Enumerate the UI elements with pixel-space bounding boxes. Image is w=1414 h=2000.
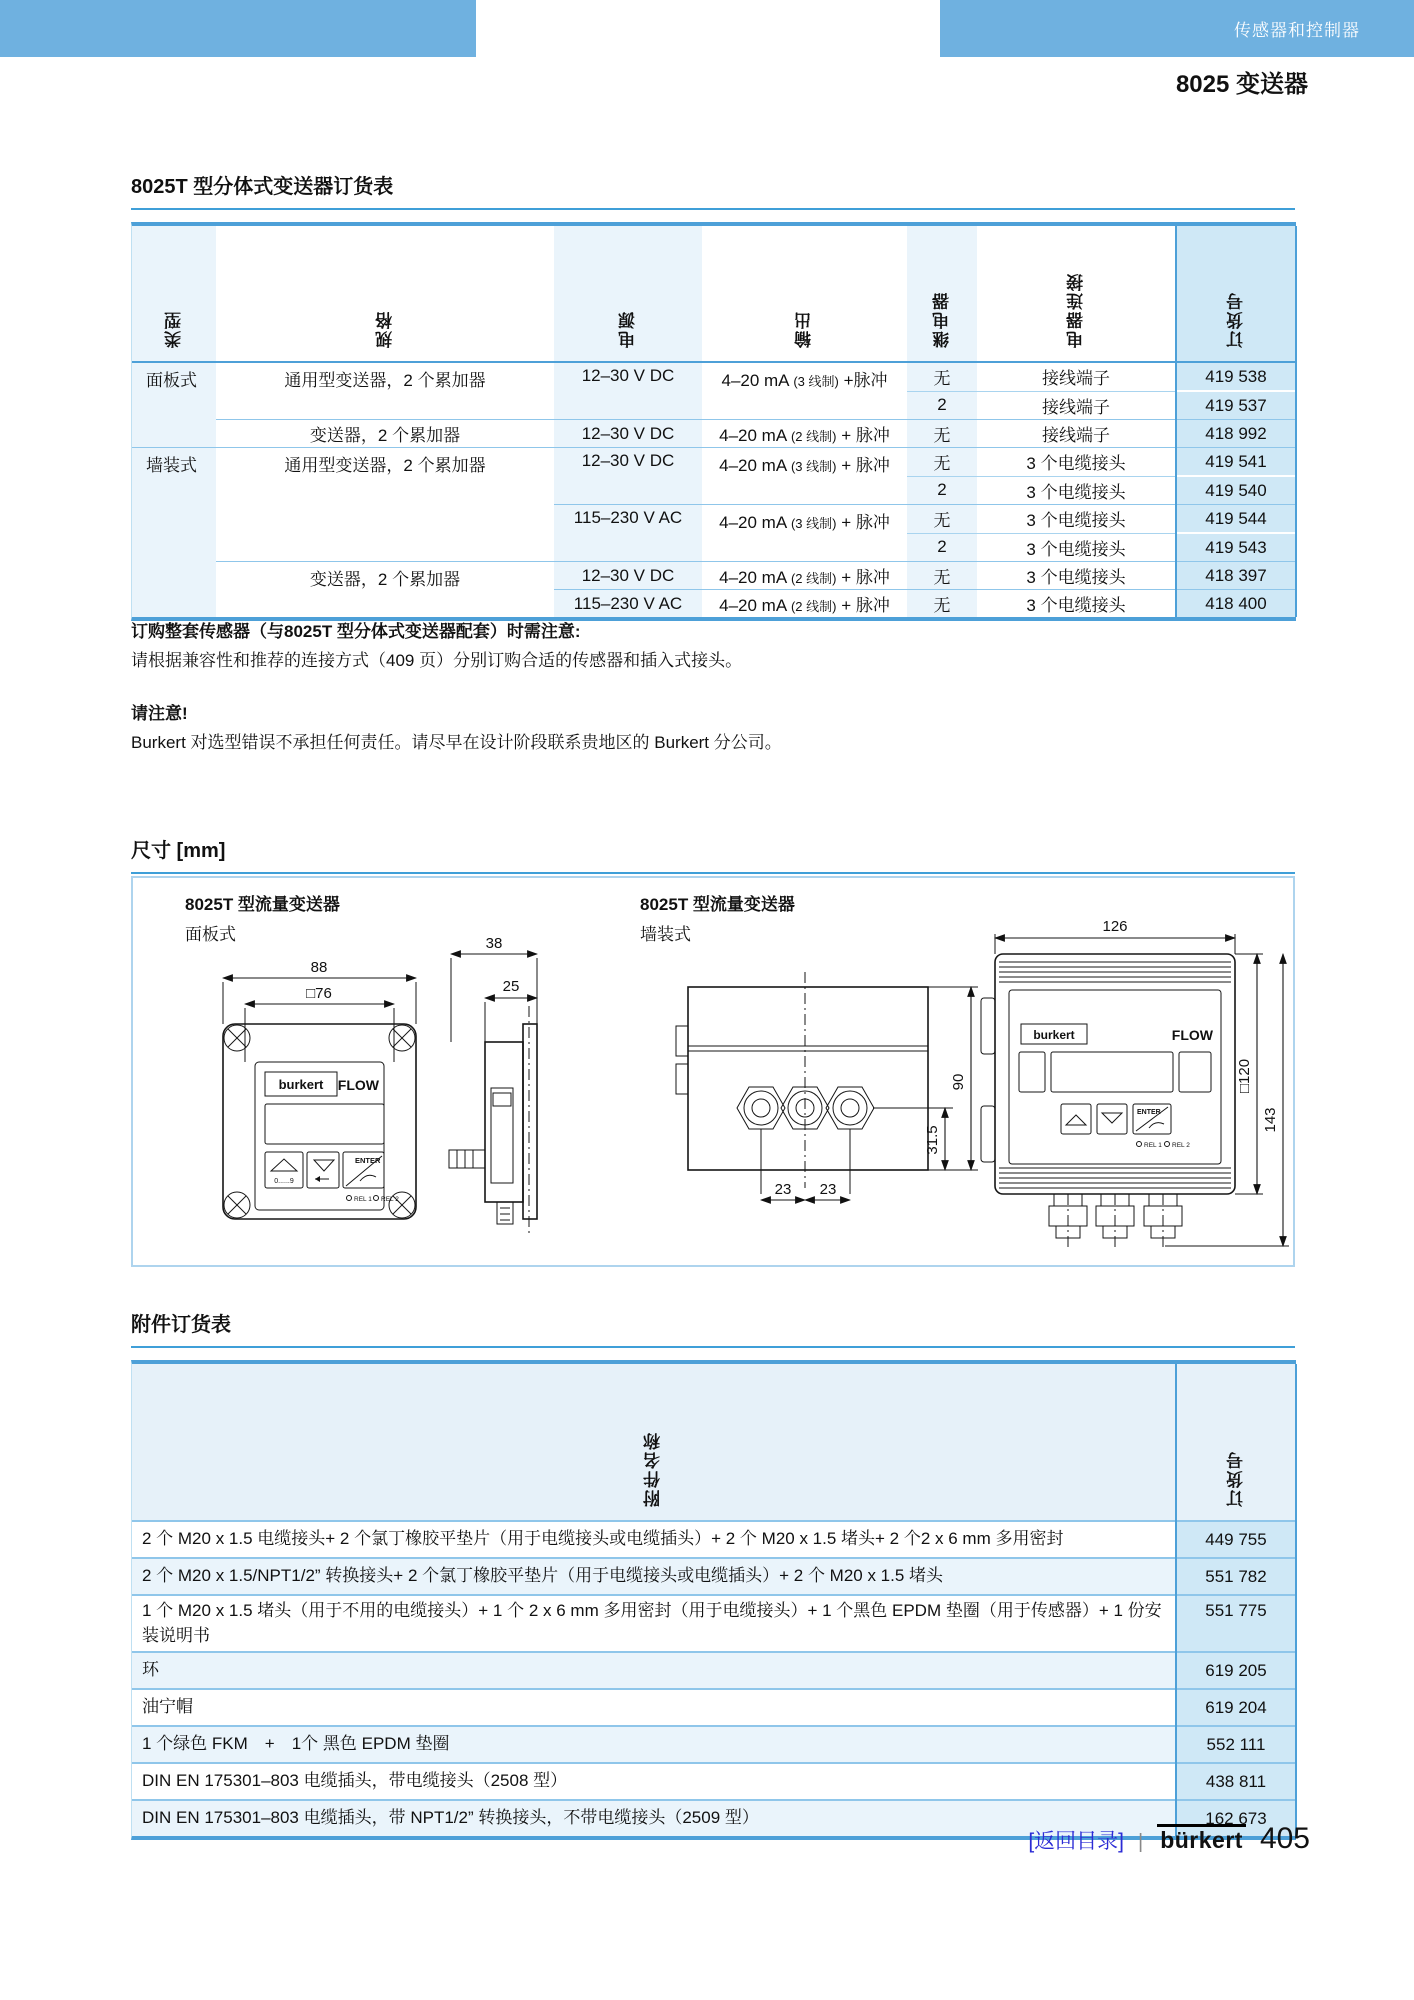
hand-icon bbox=[1149, 1123, 1164, 1128]
col-header-type: 类型 bbox=[164, 310, 184, 348]
col-header-spec: 规格 bbox=[375, 310, 395, 348]
cell-accessory-name: DIN EN 175301–803 电缆插头，带 NPT1/2” 转换接头，不带电缆接头（2509 型） bbox=[132, 1800, 1176, 1836]
cell-spec: 变送器，2 个累加器 bbox=[216, 420, 554, 448]
cell-order-number: 552 111 bbox=[1176, 1726, 1296, 1763]
panel-dim-depth: 38 bbox=[485, 935, 503, 952]
cell-order-number: 551 775 bbox=[1176, 1595, 1296, 1652]
cell-type: 面板式 bbox=[132, 362, 216, 448]
cell-output: 4–20 mA (2 线制) + 脉冲 bbox=[702, 420, 907, 448]
notes bbox=[131, 618, 1295, 758]
wall-drawing-title: 8025T 型流量变送器 bbox=[640, 895, 795, 914]
note1-title: 订购整套传感器（与8025T 型分体式变送器配套）时需注意: bbox=[131, 622, 581, 641]
down-key-icon bbox=[1102, 1113, 1122, 1123]
wall-dim-gland: 31.5 bbox=[924, 1125, 941, 1155]
cell-power: 115–230 V AC bbox=[554, 590, 702, 618]
flow-label: FLOW bbox=[1171, 1027, 1213, 1043]
cell-spec: 变送器，2 个累加器 bbox=[216, 562, 554, 618]
cell-order-number: 419 541 bbox=[1176, 448, 1296, 477]
table-row bbox=[132, 1595, 1296, 1652]
cell-relay: 无 bbox=[907, 420, 977, 448]
digits-label: 0......9 bbox=[274, 1178, 294, 1185]
burkert-logo: bürkert bbox=[1157, 1824, 1246, 1854]
brand-logo: burkert bbox=[1033, 1028, 1075, 1042]
cable-gland-icon bbox=[1144, 1194, 1182, 1250]
col-header-order: 订货号 bbox=[1176, 1364, 1296, 1521]
cell-order-number: 551 782 bbox=[1176, 1558, 1296, 1595]
cell-order-number: 418 397 bbox=[1176, 562, 1296, 590]
rel1-label: REL 1 bbox=[354, 1196, 372, 1203]
cell-accessory-name: 油宁帽 bbox=[132, 1689, 1176, 1726]
cell-conn: 接线端子 bbox=[977, 362, 1176, 391]
cell-order-number: 162 673 bbox=[1176, 1800, 1296, 1836]
cell-type: 墙装式 bbox=[132, 448, 216, 618]
cell-order-number: 419 540 bbox=[1176, 476, 1296, 505]
cell-order-number: 419 543 bbox=[1176, 533, 1296, 562]
accessories-header-row bbox=[132, 1364, 1296, 1521]
cell-order-number: 419 544 bbox=[1176, 505, 1296, 534]
cell-accessory-name: 环 bbox=[132, 1652, 1176, 1689]
cell-relay: 2 bbox=[907, 391, 977, 420]
cell-conn: 3 个电缆接头 bbox=[977, 476, 1176, 505]
footer bbox=[1028, 1822, 1310, 1856]
screw-icon bbox=[224, 1192, 250, 1218]
cell-order-number: 418 400 bbox=[1176, 590, 1296, 618]
cell-accessory-name: 2 个 M20 x 1.5/NPT1/2” 转换接头+ 2 个氯丁橡胶平垫片（用于电缆接头或电缆插头）+ 2 个 M20 x 1.5 堵头 bbox=[132, 1558, 1176, 1595]
dimensions-heading: 尺寸 [mm] bbox=[131, 834, 1295, 874]
col-header-output: 输出 bbox=[795, 310, 814, 348]
wall-dim-square: □120 bbox=[1236, 1058, 1253, 1094]
cell-conn: 3 个电缆接头 bbox=[977, 533, 1176, 562]
cell-order-number: 449 755 bbox=[1176, 1521, 1296, 1558]
table-row bbox=[132, 1689, 1296, 1726]
cable-gland-icon bbox=[737, 1087, 785, 1194]
wall-front-view bbox=[981, 918, 1289, 1250]
accessories-heading: 附件订货表 bbox=[131, 1308, 1295, 1348]
up-key-icon bbox=[1066, 1115, 1086, 1125]
table-row bbox=[132, 420, 1296, 448]
wall-dim-width: 126 bbox=[1102, 918, 1128, 935]
cell-accessory-name: 2 个 M20 x 1.5 电缆接头+ 2 个氯丁橡胶平垫片（用于电缆接头或电缆插头）+ 2 个 M20 x 1.5 堵头+ 2 个2 x 6 mm 多用密封 bbox=[132, 1521, 1176, 1558]
cell-conn: 3 个电缆接头 bbox=[977, 505, 1176, 534]
cell-conn: 3 个电缆接头 bbox=[977, 562, 1176, 590]
cell-order-number: 619 205 bbox=[1176, 1652, 1296, 1689]
cell-accessory-name: 1 个 M20 x 1.5 堵头（用于不用的电缆接头）+ 1 个 2 x 6 mm 多用密封（用于电缆接头）+ 1 个黑色 EPDM 垫圈（用于传感器）+ 1 份安装说明书 bbox=[132, 1595, 1176, 1652]
panel-dim-inner: □76 bbox=[306, 985, 332, 1002]
cell-spec: 通用型变送器，2 个累加器 bbox=[216, 362, 554, 420]
cell-output: 4–20 mA (3 线制) + 脉冲 bbox=[702, 448, 907, 505]
cell-power: 115–230 V AC bbox=[554, 505, 702, 562]
table-row bbox=[132, 562, 1296, 590]
table-row bbox=[132, 1726, 1296, 1763]
cell-power: 12–30 V DC bbox=[554, 362, 702, 420]
wall-side-view bbox=[676, 972, 978, 1200]
table-row bbox=[132, 1652, 1296, 1689]
cell-power: 12–30 V DC bbox=[554, 420, 702, 448]
table-row bbox=[132, 448, 1296, 477]
col-header-conn: 电器连接 bbox=[1066, 272, 1086, 348]
wall-drawing-subtitle: 墙装式 bbox=[640, 925, 691, 944]
cell-relay: 2 bbox=[907, 476, 977, 505]
cell-order-number: 419 538 bbox=[1176, 362, 1296, 391]
footer-separator: | bbox=[1137, 1831, 1144, 1853]
back-to-toc-link[interactable]: [返回目录] bbox=[1028, 1830, 1124, 1853]
arrow-head-icon bbox=[315, 1176, 320, 1182]
wall-dim-pitch-right: 23 bbox=[819, 1181, 837, 1198]
screw-icon bbox=[224, 1025, 250, 1051]
brand-logo: burkert bbox=[278, 1077, 324, 1092]
top-bar-left bbox=[0, 0, 476, 57]
panel-dim-depth2: 25 bbox=[502, 978, 520, 995]
cell-order-number: 418 992 bbox=[1176, 420, 1296, 448]
table-row bbox=[132, 362, 1296, 391]
knob bbox=[449, 1150, 485, 1168]
cell-accessory-name: DIN EN 175301–803 电缆插头，带电缆接头（2508 型） bbox=[132, 1763, 1176, 1800]
page-title: 8025 变送器 bbox=[1175, 71, 1308, 98]
cell-relay: 无 bbox=[907, 505, 977, 534]
enter-key-label: ENTER bbox=[1137, 1109, 1161, 1116]
col-header-power: 电源 bbox=[618, 310, 638, 348]
flow-label: FLOW bbox=[337, 1077, 379, 1093]
enter-key-label: ENTER bbox=[355, 1156, 381, 1165]
order-table-heading: 8025T 型分体式变送器订货表 bbox=[131, 170, 1295, 210]
corner-tag: 传感器和控制器 bbox=[1234, 21, 1360, 40]
order-table-wrap bbox=[131, 222, 1296, 621]
connector bbox=[497, 1202, 513, 1224]
cell-output: 4–20 mA (3 线制) +脉冲 bbox=[702, 362, 907, 420]
cell-relay: 无 bbox=[907, 590, 977, 618]
panel-front-view bbox=[223, 959, 416, 1219]
cell-conn: 3 个电缆接头 bbox=[977, 590, 1176, 618]
page-number: 405 bbox=[1259, 1822, 1310, 1855]
cell-accessory-name: 1 个绿色 FKM + 1个 黑色 EPDM 垫圈 bbox=[132, 1726, 1176, 1763]
col-header-order: 订货号 bbox=[1176, 226, 1296, 362]
cell-relay: 无 bbox=[907, 362, 977, 391]
wall-dim-total: 143 bbox=[1262, 1107, 1279, 1133]
cell-output: 4–20 mA (3 线制) + 脉冲 bbox=[702, 505, 907, 562]
table-row bbox=[132, 1763, 1296, 1800]
cell-order-number: 438 811 bbox=[1176, 1763, 1296, 1800]
note1-body: 请根据兼容性和推荐的连接方式（409 页）分别订购合适的传感器和插入式接头。 bbox=[131, 650, 743, 670]
col-header-relay: 继电器 bbox=[932, 291, 952, 348]
accessories-table bbox=[132, 1364, 1297, 1836]
rel2-label: REL 2 bbox=[1172, 1142, 1190, 1149]
note2-body: Burkert 对选型错误不承担任何责任。请尽早在设计阶段联系贵地区的 Burkert 分公司。 bbox=[131, 732, 782, 752]
wall-dim-pitch-left: 23 bbox=[774, 1181, 792, 1198]
ribbed-vent-bottom bbox=[999, 1168, 1231, 1188]
display-area bbox=[265, 1104, 384, 1144]
cell-output: 4–20 mA (2 线制) + 脉冲 bbox=[702, 590, 907, 618]
panel-side-view bbox=[449, 935, 537, 1233]
ribbed-vent-top bbox=[999, 962, 1231, 982]
cell-power: 12–30 V DC bbox=[554, 562, 702, 590]
table-row bbox=[132, 1558, 1296, 1595]
panel-dim-width: 88 bbox=[310, 959, 328, 976]
cell-output: 4–20 mA (2 线制) + 脉冲 bbox=[702, 562, 907, 590]
cell-power: 12–30 V DC bbox=[554, 448, 702, 505]
hand-icon bbox=[360, 1175, 376, 1181]
cell-relay: 无 bbox=[907, 562, 977, 590]
cable-gland-icon bbox=[1096, 1194, 1134, 1250]
panel-drawing-title: 8025T 型流量变送器 bbox=[185, 895, 340, 914]
note2-title: 请注意! bbox=[131, 703, 188, 723]
cell-spec: 通用型变送器，2 个累加器 bbox=[216, 448, 554, 562]
cell-order-number: 419 537 bbox=[1176, 391, 1296, 420]
cell-order-number: 619 204 bbox=[1176, 1689, 1296, 1726]
cell-conn: 接线端子 bbox=[977, 391, 1176, 420]
rel2-label: REL 2 bbox=[381, 1196, 399, 1203]
panel-drawing-subtitle: 面板式 bbox=[185, 925, 236, 944]
up-key-icon bbox=[271, 1159, 297, 1171]
order-table-header-row bbox=[132, 226, 1296, 362]
cell-relay: 2 bbox=[907, 533, 977, 562]
top-bar-right bbox=[940, 0, 1414, 57]
screw-icon bbox=[389, 1025, 415, 1051]
cable-gland-icon bbox=[826, 1087, 874, 1194]
cell-conn: 3 个电缆接头 bbox=[977, 448, 1176, 477]
down-key-icon bbox=[314, 1160, 334, 1171]
display-area bbox=[1051, 1052, 1173, 1092]
rel1-label: REL 1 bbox=[1144, 1142, 1162, 1149]
cell-conn: 接线端子 bbox=[977, 420, 1176, 448]
dimensions-box bbox=[131, 876, 1295, 1267]
dimension-drawings bbox=[133, 878, 1293, 1265]
order-table bbox=[132, 226, 1297, 617]
table-row bbox=[132, 1521, 1296, 1558]
accessories-table-wrap bbox=[131, 1360, 1296, 1840]
cell-relay: 无 bbox=[907, 448, 977, 477]
col-header-accessory-name: 附件名称 bbox=[132, 1364, 1176, 1521]
cable-gland-icon bbox=[1049, 1194, 1087, 1250]
wall-dim-height: 90 bbox=[950, 1073, 967, 1091]
